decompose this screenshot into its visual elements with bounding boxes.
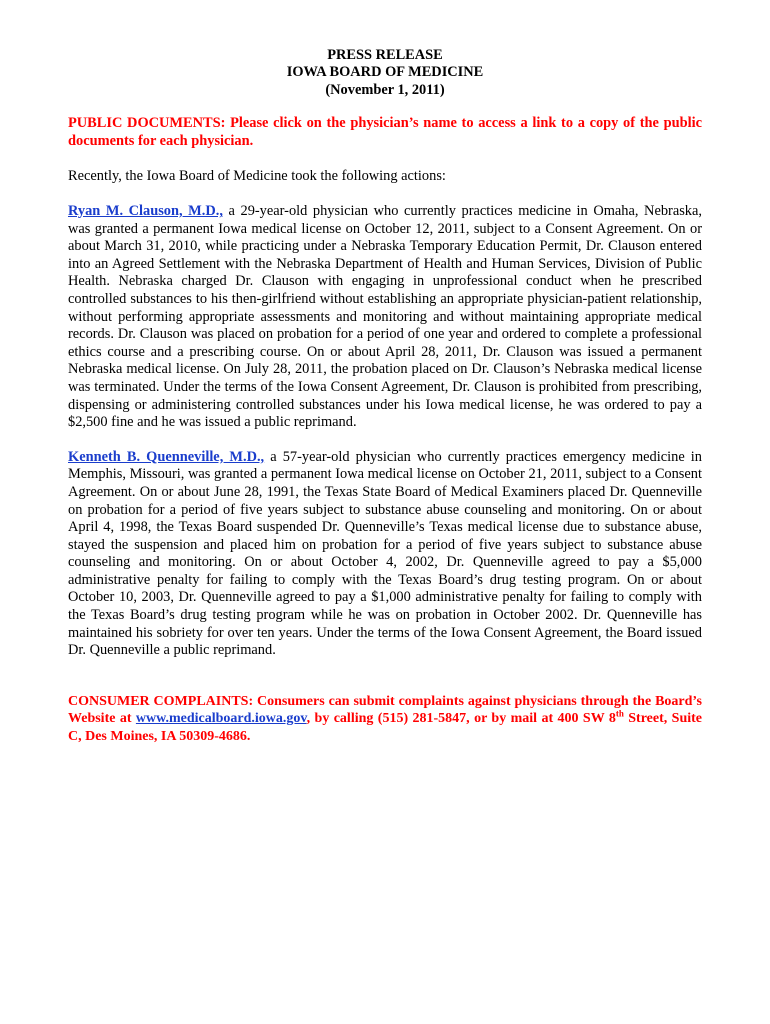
consumer-complaints-notice [68,693,702,746]
public-documents-notice: PUBLIC DOCUMENTS: Please click on the physician’s name to access a link to a copy of the public documents for each physician. [68,115,702,149]
header-organization: IOWA BOARD OF MEDICINE [286,64,484,81]
consumer-text-part1: CONSUMER COMPLAINTS: Consumers can submit complaints against physicians through the Board’s Website at [68,693,702,727]
physician-entry-text: a 29-year-old physician who currently practices medicine in Omaha, Nebraska, was granted a permanent Iowa medical license on October 12, 2011, subject to a Consent Agreement. On or about March 31, 2010, while practicing under a Nebraska Temporary Education Permit, Dr. Clauson entered into an Agreed Settlement with the Nebraska Department of Health and Human Services, Division of Public Health. Nebraska charged Dr. Clauson with engaging in unprofessional conduct when he prescribed controlled substances to his then-girlfriend without establishing an appropriate physician-patient relationship, without performing appropriate assessments and monitoring and without maintaining appropriate medical records. Dr. Clauson was placed on probation for a period of one year and ordered to complete a professional ethics course and a prescribing course. On or about April 28, 2011, Dr. Clauson was issued a permanent Nebraska medical license. On July 28, 2011, the probation placed on Dr. Clauson’s Nebraska medical license was terminated. Under the terms of the Iowa Consent Agreement, Dr. Clauson is prohibited from prescribing, dispensing or administering controlled substances under his Iowa medical license, he was ordered to pay a $2,500 fine and he was issued a public reprimand. [68,203,702,431]
ordinal-suffix: th [615,708,624,719]
press-release-header [68,47,702,99]
medical-board-website-link[interactable]: www.medicalboard.iowa.gov [135,711,307,727]
physician-entry-quenneville [68,449,702,660]
physician-entry-text: a 57-year-old physician who currently practices emergency medicine in Memphis, Missouri, was granted a permanent Iowa medical license on October 21, 2011, subject to a Consent Agreement. On or about June 28, 1991, the Texas State Board of Medical Examiners placed Dr. Quenneville on probation for a period of five years subject to substance abuse counseling and monitoring. On or about April 4, 1998, the Texas Board suspended Dr. Quenneville’s Texas medical license due to substance abuse, stayed the suspension and placed him on probation for a period of five years subject to substance abuse counseling and monitoring. On or about October 4, 2002, Dr. Quenneville agreed to pay a $5,000 administrative penalty for failing to comply with the Texas Board’s drug testing program. On or about October 10, 2003, Dr. Quenneville agreed to pay a $1,000 administrative penalty for failing to comply with the Texas Board’s drug testing program while he was on probation in October 2002. Dr. Quenneville has maintained his sobriety for over ten years. Under the terms of the Iowa Consent Agreement, the Board issued Dr. Quenneville a public reprimand. [68,448,702,659]
physician-link-quenneville[interactable]: Kenneth B. Quenneville, M.D., [68,448,265,465]
physician-link-clauson[interactable]: Ryan M. Clauson, M.D., [68,203,223,219]
consumer-text-part2: , by calling (515) 281-5847, or by mail at 400 SW 8 [306,711,616,727]
intro-text: Recently, the Iowa Board of Medicine took the following actions: [68,168,446,185]
header-date: (November 1, 2011) [325,81,445,98]
consumer-text-part3: Street, Suite C, Des Moines, IA 50309-4686. [68,711,702,745]
document-page [68,47,702,746]
header-title: PRESS RELEASE [327,47,443,63]
physician-entry-clauson [68,203,702,432]
